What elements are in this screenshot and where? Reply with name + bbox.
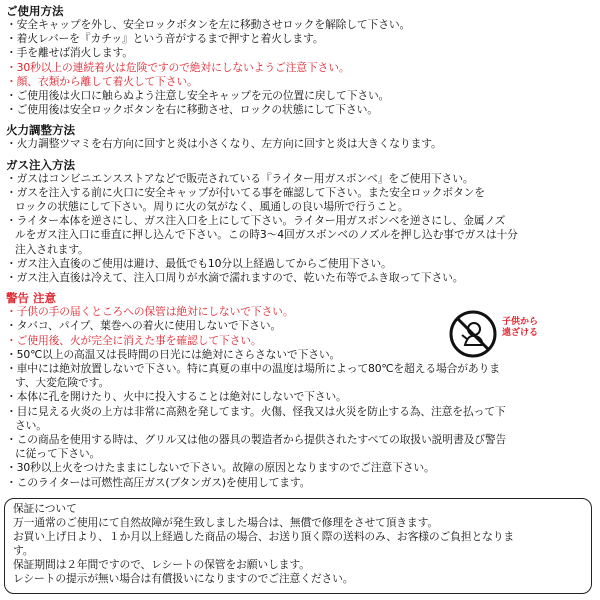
usage-warning-line: ・顔、衣類から離して着火して下さい。 — [6, 74, 198, 88]
warranty-title: 保証について — [13, 502, 77, 515]
warning-line: ・車中には絶対放置しないで下さい。特に真夏の車中の温度は場所によって80℃を超える場合がありま — [6, 362, 500, 376]
warranty-line: レシートの提示が無い場合は有償扱いになりますのでご注意ください。 — [13, 572, 354, 585]
warning-line: さい。 — [15, 418, 47, 432]
usage-line: ・安全キャップを外し、安全ロックボタンを左に移動させロックを解除して下さい。 — [6, 18, 411, 31]
warranty-box — [4, 498, 592, 594]
usage-line: ・ご使用後は安全ロックボタンを右に移動させ、ロックの状態にして下さい。 — [6, 103, 378, 117]
warranty-line: 保証期間は２年間ですので、レシートの保管をお願いします。 — [13, 558, 310, 571]
warning-line: ・50℃以上の高温又は長時間の日光には絶対にさらさないで下さい。 — [6, 347, 341, 361]
usage-line: ・ご使用後は火口に触らぬよう注意し安全キャップを元の位置に戻して下さい。 — [6, 89, 390, 103]
gas-line: ・ガスはコンビニエンスストアなどで販売されている『ライター用ガスボンベ』をご使用下さい。 — [6, 171, 474, 185]
warranty-line: す。 — [13, 544, 34, 557]
keep-away-from-children-icon — [448, 309, 498, 359]
warning-line: ・ご使用後、火が完全に消えた事を確認して下さい。 — [6, 333, 262, 347]
warranty-line: 万一通常のご使用にて自然故障が発生致しました場合は、無償で修理をさせて頂きます。 — [13, 516, 439, 529]
flame-title: 火力調整方法 — [6, 123, 75, 138]
gas-line: ロックの状態にして下さい。周りに火の気がなく、風通しの良い場所で行うこと。 — [15, 200, 409, 214]
warning-line: ・本体に孔を開けたり、火中に投入することは絶対にしないで下さい。 — [6, 390, 347, 404]
usage-line: ・手を離せば消火します。 — [6, 46, 133, 60]
gas-line: ルをガス注入口に垂直に押し込んで下さい。この時3～4回ガスボンベのノズルを押し込む事でガスは十分 — [15, 228, 518, 242]
usage-title: ご使用方法 — [6, 4, 64, 18]
warning-line: ・30秒以上火をつけたままにしないで下さい。故障の原因となりますのでご注意下さい。 — [6, 461, 435, 475]
instruction-sheet — [6, 4, 596, 490]
gas-line: ・ガス注入直後のご使用は避け、最低でも10分以上経過してからご使用下さい。 — [6, 256, 392, 270]
warranty-line: お買い上げ日より、１か月以上経過した商品の場合、お送り頂く際の送料のみ、お客様のご負担となりま — [13, 530, 515, 543]
warning-title: 警告 注意 — [6, 291, 57, 306]
gas-line: 注入されます。 — [15, 242, 89, 256]
gas-line: ・ガス注入直後は冷えて、注入口周りが水滴で濡れますので、乾いた布等でふき取って下さい。 — [6, 271, 464, 285]
warning-line: す、大変危険です。 — [15, 376, 110, 390]
gas-line: ・ガスを注入する前に火口に安全キャップが付いてる事を確認して下さい。また安全ロックボタンを — [6, 185, 485, 199]
gas-line: ・ライター本体を逆さにし、ガス注入口を上にして下さい。ライター用ガスボンベを逆さにし、金属ノズ — [6, 214, 506, 228]
warning-line: に従って下さい。 — [15, 447, 101, 461]
warning-line: ・子供の手の届くところへの保管は絶対にしないで下さい。 — [6, 305, 294, 319]
usage-warning-line: ・30秒以上の連続着火は危険ですので絶対にしないようご注意下さい。 — [6, 60, 350, 74]
warning-line: ・このライターは可燃性高圧ガス(ブタンガス)を使用してます。 — [6, 475, 311, 489]
warning-line: ・この商品を使用する時は、グリル又は他の器具の製造者から提供されたすべての取扱い説明書及び警告 — [6, 433, 507, 447]
flame-line: ・火力調整ツマミを右方向に回すと炎は小さくなり、左方向に回すと炎は大きくなります。 — [6, 137, 442, 151]
warning-line: ・タバコ、パイプ、葉巻への着火に使用しないで下さい。 — [6, 319, 282, 333]
keep-away-label: 子供から 遠ざける — [501, 317, 538, 338]
warning-line: ・目に見える火炎の上方は非常に高熱を発してます。火傷、怪我又は火災を防止する為、注意を払って下 — [6, 404, 506, 418]
usage-line: ・着火レバーを『カチッ』という音がするまで押すと着火します。 — [6, 32, 324, 46]
gas-title: ガス注入方法 — [6, 157, 75, 172]
